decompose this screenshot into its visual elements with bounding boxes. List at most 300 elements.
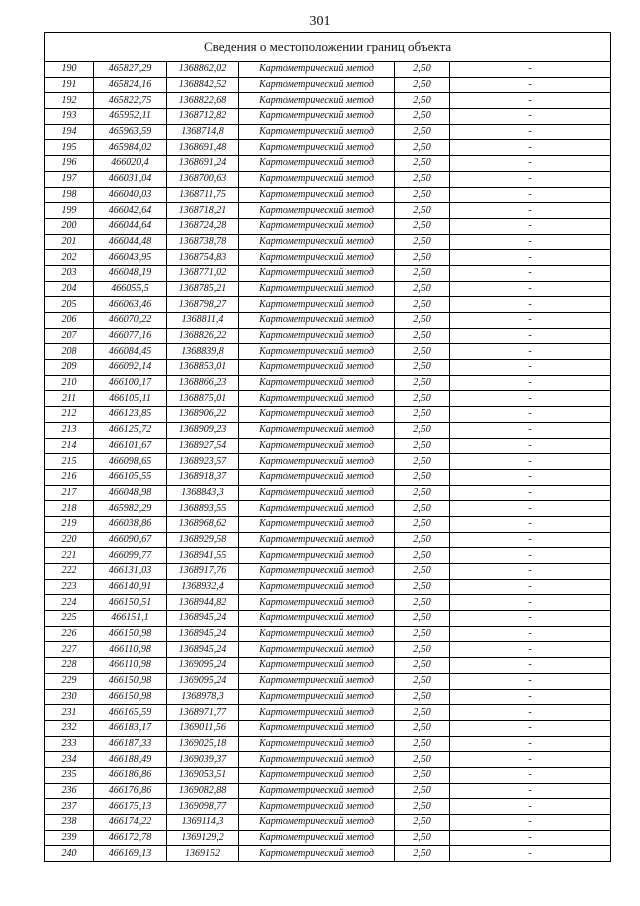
accuracy-cell: 2,50 xyxy=(395,501,450,517)
table-row xyxy=(45,516,611,532)
accuracy-cell: 2,50 xyxy=(395,218,450,234)
method-cell: Картометрический метод xyxy=(239,375,395,391)
accuracy-cell: 2,50 xyxy=(395,422,450,438)
method-cell: Картометрический метод xyxy=(239,579,395,595)
point-number-cell: 201 xyxy=(45,234,94,250)
note-cell: - xyxy=(450,156,611,172)
x-coordinate-cell: 466020,4 xyxy=(94,156,167,172)
point-number-cell: 231 xyxy=(45,705,94,721)
table-row xyxy=(45,140,611,156)
method-cell: Картометрический метод xyxy=(239,752,395,768)
point-number-cell: 190 xyxy=(45,62,94,78)
y-coordinate-cell: 1368906,22 xyxy=(167,407,239,423)
x-coordinate-cell: 466031,04 xyxy=(94,171,167,187)
point-number-cell: 197 xyxy=(45,171,94,187)
point-number-cell: 218 xyxy=(45,501,94,517)
y-coordinate-cell: 1368932,4 xyxy=(167,579,239,595)
point-number-cell: 214 xyxy=(45,438,94,454)
x-coordinate-cell: 466105,11 xyxy=(94,391,167,407)
point-number-cell: 220 xyxy=(45,532,94,548)
point-number-cell: 202 xyxy=(45,250,94,266)
note-cell: - xyxy=(450,281,611,297)
x-coordinate-cell: 466150,51 xyxy=(94,595,167,611)
accuracy-cell: 2,50 xyxy=(395,720,450,736)
y-coordinate-cell: 1368945,24 xyxy=(167,642,239,658)
table-row xyxy=(45,344,611,360)
table-row xyxy=(45,454,611,470)
accuracy-cell: 2,50 xyxy=(395,438,450,454)
y-coordinate-cell: 1368691,48 xyxy=(167,140,239,156)
method-cell: Картометрический метод xyxy=(239,391,395,407)
table-row xyxy=(45,846,611,862)
note-cell: - xyxy=(450,658,611,674)
accuracy-cell: 2,50 xyxy=(395,783,450,799)
x-coordinate-cell: 466042,64 xyxy=(94,203,167,219)
accuracy-cell: 2,50 xyxy=(395,171,450,187)
note-cell: - xyxy=(450,469,611,485)
y-coordinate-cell: 1369082,88 xyxy=(167,783,239,799)
x-coordinate-cell: 466175,13 xyxy=(94,799,167,815)
method-cell: Картометрический метод xyxy=(239,281,395,297)
accuracy-cell: 2,50 xyxy=(395,579,450,595)
method-cell: Картометрический метод xyxy=(239,109,395,125)
method-cell: Картометрический метод xyxy=(239,532,395,548)
table-row xyxy=(45,328,611,344)
y-coordinate-cell: 1368798,27 xyxy=(167,297,239,313)
y-coordinate-cell: 1368822,68 xyxy=(167,93,239,109)
x-coordinate-cell: 466174,22 xyxy=(94,815,167,831)
y-coordinate-cell: 1369098,77 xyxy=(167,799,239,815)
method-cell: Картометрический метод xyxy=(239,658,395,674)
y-coordinate-cell: 1368909,23 xyxy=(167,422,239,438)
y-coordinate-cell: 1368785,21 xyxy=(167,281,239,297)
x-coordinate-cell: 466105,55 xyxy=(94,469,167,485)
point-number-cell: 219 xyxy=(45,516,94,532)
y-coordinate-cell: 1368917,76 xyxy=(167,564,239,580)
y-coordinate-cell: 1369025,18 xyxy=(167,736,239,752)
y-coordinate-cell: 1368738,78 xyxy=(167,234,239,250)
accuracy-cell: 2,50 xyxy=(395,689,450,705)
table-row xyxy=(45,564,611,580)
note-cell: - xyxy=(450,595,611,611)
x-coordinate-cell: 466038,86 xyxy=(94,516,167,532)
x-coordinate-cell: 466043,95 xyxy=(94,250,167,266)
note-cell: - xyxy=(450,673,611,689)
table-row xyxy=(45,830,611,846)
table-row xyxy=(45,720,611,736)
table-row xyxy=(45,250,611,266)
point-number-cell: 196 xyxy=(45,156,94,172)
accuracy-cell: 2,50 xyxy=(395,611,450,627)
x-coordinate-cell: 465824,16 xyxy=(94,77,167,93)
x-coordinate-cell: 466100,17 xyxy=(94,375,167,391)
point-number-cell: 207 xyxy=(45,328,94,344)
accuracy-cell: 2,50 xyxy=(395,187,450,203)
accuracy-cell: 2,50 xyxy=(395,375,450,391)
x-coordinate-cell: 466099,77 xyxy=(94,548,167,564)
table-row xyxy=(45,391,611,407)
note-cell: - xyxy=(450,203,611,219)
y-coordinate-cell: 1368839,8 xyxy=(167,344,239,360)
method-cell: Картометрический метод xyxy=(239,234,395,250)
method-cell: Картометрический метод xyxy=(239,62,395,78)
method-cell: Картометрический метод xyxy=(239,846,395,862)
note-cell: - xyxy=(450,344,611,360)
table-row xyxy=(45,171,611,187)
table-row xyxy=(45,375,611,391)
point-number-cell: 222 xyxy=(45,564,94,580)
x-coordinate-cell: 466063,46 xyxy=(94,297,167,313)
accuracy-cell: 2,50 xyxy=(395,313,450,329)
y-coordinate-cell: 1368771,02 xyxy=(167,265,239,281)
accuracy-cell: 2,50 xyxy=(395,454,450,470)
point-number-cell: 192 xyxy=(45,93,94,109)
x-coordinate-cell: 466176,86 xyxy=(94,783,167,799)
note-cell: - xyxy=(450,391,611,407)
method-cell: Картометрический метод xyxy=(239,77,395,93)
note-cell: - xyxy=(450,250,611,266)
table-row xyxy=(45,642,611,658)
method-cell: Картометрический метод xyxy=(239,626,395,642)
x-coordinate-cell: 466150,98 xyxy=(94,689,167,705)
x-coordinate-cell: 466165,59 xyxy=(94,705,167,721)
y-coordinate-cell: 1368945,24 xyxy=(167,626,239,642)
accuracy-cell: 2,50 xyxy=(395,626,450,642)
table-row xyxy=(45,156,611,172)
y-coordinate-cell: 1368971,77 xyxy=(167,705,239,721)
x-coordinate-cell: 466084,45 xyxy=(94,344,167,360)
y-coordinate-cell: 1368826,22 xyxy=(167,328,239,344)
table-row xyxy=(45,62,611,78)
note-cell: - xyxy=(450,77,611,93)
method-cell: Картометрический метод xyxy=(239,516,395,532)
method-cell: Картометрический метод xyxy=(239,564,395,580)
point-number-cell: 221 xyxy=(45,548,94,564)
x-coordinate-cell: 465952,11 xyxy=(94,109,167,125)
note-cell: - xyxy=(450,109,611,125)
table-row xyxy=(45,281,611,297)
note-cell: - xyxy=(450,532,611,548)
y-coordinate-cell: 1368714,8 xyxy=(167,124,239,140)
table-row xyxy=(45,265,611,281)
note-cell: - xyxy=(450,783,611,799)
y-coordinate-cell: 1368842,52 xyxy=(167,77,239,93)
y-coordinate-cell: 1368862,02 xyxy=(167,62,239,78)
y-coordinate-cell: 1368923,57 xyxy=(167,454,239,470)
table-title: Сведения о местоположении границ объекта xyxy=(45,33,611,62)
method-cell: Картометрический метод xyxy=(239,469,395,485)
table-row xyxy=(45,595,611,611)
method-cell: Картометрический метод xyxy=(239,736,395,752)
point-number-cell: 193 xyxy=(45,109,94,125)
x-coordinate-cell: 466123,85 xyxy=(94,407,167,423)
x-coordinate-cell: 466187,33 xyxy=(94,736,167,752)
point-number-cell: 233 xyxy=(45,736,94,752)
point-number-cell: 223 xyxy=(45,579,94,595)
method-cell: Картометрический метод xyxy=(239,344,395,360)
note-cell: - xyxy=(450,516,611,532)
accuracy-cell: 2,50 xyxy=(395,673,450,689)
accuracy-cell: 2,50 xyxy=(395,595,450,611)
y-coordinate-cell: 1368893,55 xyxy=(167,501,239,517)
note-cell: - xyxy=(450,579,611,595)
method-cell: Картометрический метод xyxy=(239,485,395,501)
x-coordinate-cell: 466101,67 xyxy=(94,438,167,454)
boundary-coordinates-table xyxy=(44,32,611,862)
point-number-cell: 226 xyxy=(45,626,94,642)
note-cell: - xyxy=(450,752,611,768)
method-cell: Картометрический метод xyxy=(239,454,395,470)
point-number-cell: 215 xyxy=(45,454,94,470)
accuracy-cell: 2,50 xyxy=(395,752,450,768)
accuracy-cell: 2,50 xyxy=(395,391,450,407)
accuracy-cell: 2,50 xyxy=(395,469,450,485)
y-coordinate-cell: 1369095,24 xyxy=(167,673,239,689)
point-number-cell: 217 xyxy=(45,485,94,501)
point-number-cell: 235 xyxy=(45,767,94,783)
accuracy-cell: 2,50 xyxy=(395,344,450,360)
method-cell: Картометрический метод xyxy=(239,720,395,736)
accuracy-cell: 2,50 xyxy=(395,156,450,172)
note-cell: - xyxy=(450,171,611,187)
note-cell: - xyxy=(450,705,611,721)
point-number-cell: 206 xyxy=(45,313,94,329)
note-cell: - xyxy=(450,689,611,705)
method-cell: Картометрический метод xyxy=(239,799,395,815)
x-coordinate-cell: 466131,03 xyxy=(94,564,167,580)
method-cell: Картометрический метод xyxy=(239,140,395,156)
method-cell: Картометрический метод xyxy=(239,422,395,438)
method-cell: Картометрический метод xyxy=(239,124,395,140)
accuracy-cell: 2,50 xyxy=(395,564,450,580)
y-coordinate-cell: 1368718,21 xyxy=(167,203,239,219)
x-coordinate-cell: 466188,49 xyxy=(94,752,167,768)
table-row xyxy=(45,93,611,109)
x-coordinate-cell: 465822,75 xyxy=(94,93,167,109)
note-cell: - xyxy=(450,501,611,517)
y-coordinate-cell: 1368941,55 xyxy=(167,548,239,564)
point-number-cell: 240 xyxy=(45,846,94,862)
table-row xyxy=(45,501,611,517)
accuracy-cell: 2,50 xyxy=(395,705,450,721)
note-cell: - xyxy=(450,422,611,438)
x-coordinate-cell: 466151,1 xyxy=(94,611,167,627)
method-cell: Картометрический метод xyxy=(239,171,395,187)
x-coordinate-cell: 466092,14 xyxy=(94,360,167,376)
y-coordinate-cell: 1368724,28 xyxy=(167,218,239,234)
method-cell: Картометрический метод xyxy=(239,328,395,344)
y-coordinate-cell: 1368927,54 xyxy=(167,438,239,454)
accuracy-cell: 2,50 xyxy=(395,109,450,125)
x-coordinate-cell: 466186,86 xyxy=(94,767,167,783)
point-number-cell: 205 xyxy=(45,297,94,313)
note-cell: - xyxy=(450,438,611,454)
accuracy-cell: 2,50 xyxy=(395,767,450,783)
x-coordinate-cell: 466098,65 xyxy=(94,454,167,470)
method-cell: Картометрический метод xyxy=(239,830,395,846)
table-row xyxy=(45,673,611,689)
point-number-cell: 228 xyxy=(45,658,94,674)
point-number-cell: 194 xyxy=(45,124,94,140)
x-coordinate-cell: 466125,72 xyxy=(94,422,167,438)
method-cell: Картометрический метод xyxy=(239,265,395,281)
method-cell: Картометрический метод xyxy=(239,203,395,219)
table-row xyxy=(45,360,611,376)
note-cell: - xyxy=(450,611,611,627)
accuracy-cell: 2,50 xyxy=(395,658,450,674)
accuracy-cell: 2,50 xyxy=(395,62,450,78)
accuracy-cell: 2,50 xyxy=(395,407,450,423)
y-coordinate-cell: 1369095,24 xyxy=(167,658,239,674)
table-row xyxy=(45,77,611,93)
table-row xyxy=(45,109,611,125)
table-header-row xyxy=(45,33,611,62)
method-cell: Картометрический метод xyxy=(239,501,395,517)
point-number-cell: 236 xyxy=(45,783,94,799)
note-cell: - xyxy=(450,407,611,423)
method-cell: Картометрический метод xyxy=(239,689,395,705)
table-row xyxy=(45,548,611,564)
point-number-cell: 200 xyxy=(45,218,94,234)
point-number-cell: 229 xyxy=(45,673,94,689)
table-row xyxy=(45,705,611,721)
accuracy-cell: 2,50 xyxy=(395,265,450,281)
note-cell: - xyxy=(450,313,611,329)
accuracy-cell: 2,50 xyxy=(395,93,450,109)
point-number-cell: 209 xyxy=(45,360,94,376)
table-row xyxy=(45,485,611,501)
accuracy-cell: 2,50 xyxy=(395,124,450,140)
accuracy-cell: 2,50 xyxy=(395,830,450,846)
note-cell: - xyxy=(450,767,611,783)
note-cell: - xyxy=(450,548,611,564)
y-coordinate-cell: 1368945,24 xyxy=(167,611,239,627)
method-cell: Картометрический метод xyxy=(239,438,395,454)
x-coordinate-cell: 466172,78 xyxy=(94,830,167,846)
point-number-cell: 191 xyxy=(45,77,94,93)
point-number-cell: 234 xyxy=(45,752,94,768)
method-cell: Картометрический метод xyxy=(239,250,395,266)
y-coordinate-cell: 1368978,3 xyxy=(167,689,239,705)
x-coordinate-cell: 466070,22 xyxy=(94,313,167,329)
table-row xyxy=(45,658,611,674)
table-row xyxy=(45,799,611,815)
x-coordinate-cell: 466044,64 xyxy=(94,218,167,234)
accuracy-cell: 2,50 xyxy=(395,281,450,297)
y-coordinate-cell: 1369011,56 xyxy=(167,720,239,736)
y-coordinate-cell: 1368843,3 xyxy=(167,485,239,501)
point-number-cell: 239 xyxy=(45,830,94,846)
method-cell: Картометрический метод xyxy=(239,156,395,172)
accuracy-cell: 2,50 xyxy=(395,360,450,376)
accuracy-cell: 2,50 xyxy=(395,328,450,344)
x-coordinate-cell: 465984,02 xyxy=(94,140,167,156)
y-coordinate-cell: 1368853,01 xyxy=(167,360,239,376)
x-coordinate-cell: 466140,91 xyxy=(94,579,167,595)
y-coordinate-cell: 1368944,82 xyxy=(167,595,239,611)
table-row xyxy=(45,124,611,140)
y-coordinate-cell: 1368866,23 xyxy=(167,375,239,391)
point-number-cell: 210 xyxy=(45,375,94,391)
table-row xyxy=(45,532,611,548)
point-number-cell: 195 xyxy=(45,140,94,156)
table-row xyxy=(45,752,611,768)
x-coordinate-cell: 466150,98 xyxy=(94,626,167,642)
x-coordinate-cell: 466055,5 xyxy=(94,281,167,297)
note-cell: - xyxy=(450,140,611,156)
table-row xyxy=(45,407,611,423)
x-coordinate-cell: 465982,29 xyxy=(94,501,167,517)
x-coordinate-cell: 466183,17 xyxy=(94,720,167,736)
table-row xyxy=(45,736,611,752)
accuracy-cell: 2,50 xyxy=(395,736,450,752)
point-number-cell: 204 xyxy=(45,281,94,297)
method-cell: Картометрический метод xyxy=(239,673,395,689)
point-number-cell: 211 xyxy=(45,391,94,407)
accuracy-cell: 2,50 xyxy=(395,234,450,250)
note-cell: - xyxy=(450,265,611,281)
accuracy-cell: 2,50 xyxy=(395,140,450,156)
point-number-cell: 199 xyxy=(45,203,94,219)
note-cell: - xyxy=(450,642,611,658)
point-number-cell: 225 xyxy=(45,611,94,627)
point-number-cell: 208 xyxy=(45,344,94,360)
y-coordinate-cell: 1368929,58 xyxy=(167,532,239,548)
table-row xyxy=(45,579,611,595)
page-number: 301 xyxy=(309,14,331,29)
y-coordinate-cell: 1369152 xyxy=(167,846,239,862)
note-cell: - xyxy=(450,626,611,642)
note-cell: - xyxy=(450,93,611,109)
x-coordinate-cell: 466150,98 xyxy=(94,673,167,689)
note-cell: - xyxy=(450,297,611,313)
x-coordinate-cell: 466169,13 xyxy=(94,846,167,862)
method-cell: Картометрический метод xyxy=(239,815,395,831)
x-coordinate-cell: 465963,59 xyxy=(94,124,167,140)
point-number-cell: 198 xyxy=(45,187,94,203)
note-cell: - xyxy=(450,62,611,78)
y-coordinate-cell: 1369039,37 xyxy=(167,752,239,768)
method-cell: Картометрический метод xyxy=(239,93,395,109)
table-body xyxy=(45,62,611,862)
note-cell: - xyxy=(450,375,611,391)
x-coordinate-cell: 466044,48 xyxy=(94,234,167,250)
y-coordinate-cell: 1368711,75 xyxy=(167,187,239,203)
y-coordinate-cell: 1368875,01 xyxy=(167,391,239,407)
note-cell: - xyxy=(450,799,611,815)
accuracy-cell: 2,50 xyxy=(395,846,450,862)
point-number-cell: 237 xyxy=(45,799,94,815)
table-row xyxy=(45,469,611,485)
y-coordinate-cell: 1368712,82 xyxy=(167,109,239,125)
x-coordinate-cell: 466040,03 xyxy=(94,187,167,203)
accuracy-cell: 2,50 xyxy=(395,815,450,831)
table-row xyxy=(45,422,611,438)
x-coordinate-cell: 466077,16 xyxy=(94,328,167,344)
y-coordinate-cell: 1368968,62 xyxy=(167,516,239,532)
x-coordinate-cell: 465827,29 xyxy=(94,62,167,78)
method-cell: Картометрический метод xyxy=(239,548,395,564)
note-cell: - xyxy=(450,454,611,470)
accuracy-cell: 2,50 xyxy=(395,516,450,532)
method-cell: Картометрический метод xyxy=(239,595,395,611)
accuracy-cell: 2,50 xyxy=(395,250,450,266)
y-coordinate-cell: 1368811,4 xyxy=(167,313,239,329)
point-number-cell: 232 xyxy=(45,720,94,736)
note-cell: - xyxy=(450,360,611,376)
accuracy-cell: 2,50 xyxy=(395,532,450,548)
point-number-cell: 224 xyxy=(45,595,94,611)
